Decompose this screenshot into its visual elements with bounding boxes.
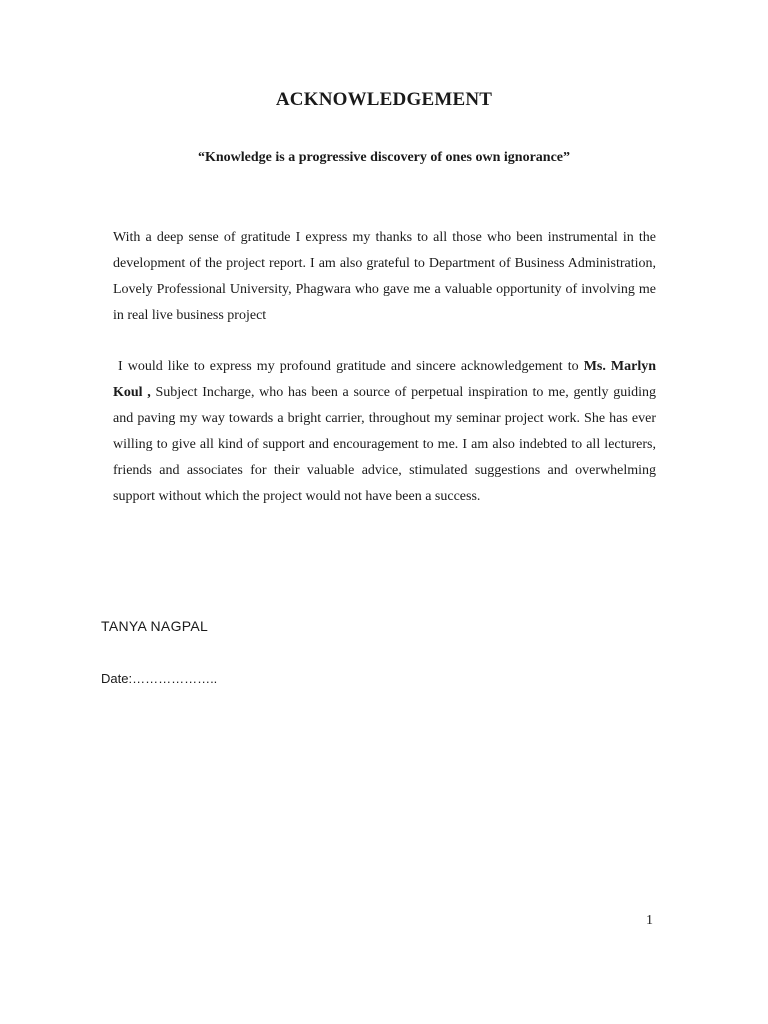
page-number: 1: [646, 913, 653, 928]
paragraph-1: With a deep sense of gratitude I express my thanks to all those who been instrumental in the development of the project report. I am also grateful to Department of Business Administration, Lovely Professional University, Phagwara who gave me a valuable opportunity of involving me in real live business project: [113, 230, 656, 323]
signer-name: TANYA NAGPAL: [101, 618, 209, 634]
mentor-name: Ms. Marlyn Koul ,: [113, 359, 656, 400]
date-line: Date:………………..: [101, 671, 218, 686]
epigraph-quote: “Knowledge is a progressive discovery of ones own ignorance”: [197, 150, 571, 165]
page-title: ACKNOWLEDGEMENT: [275, 89, 493, 110]
paragraph-2-rest: Subject Incharge, who has been a source of perpetual inspiration to me, gently guiding and paving my way towards a bright carrier, throughout my seminar project work. She has ever willing to give all kind of support and encouragement to me. I am also indebted to all lecturers, friends and associates for their valuable advice, stimulated suggestions and overwhelming support without which the project would not have been a success.: [113, 385, 656, 504]
paragraph-2-intro: I would like to express my profound gratitude and sincere acknowledgement to: [118, 359, 584, 374]
paragraph-2: [113, 354, 656, 510]
